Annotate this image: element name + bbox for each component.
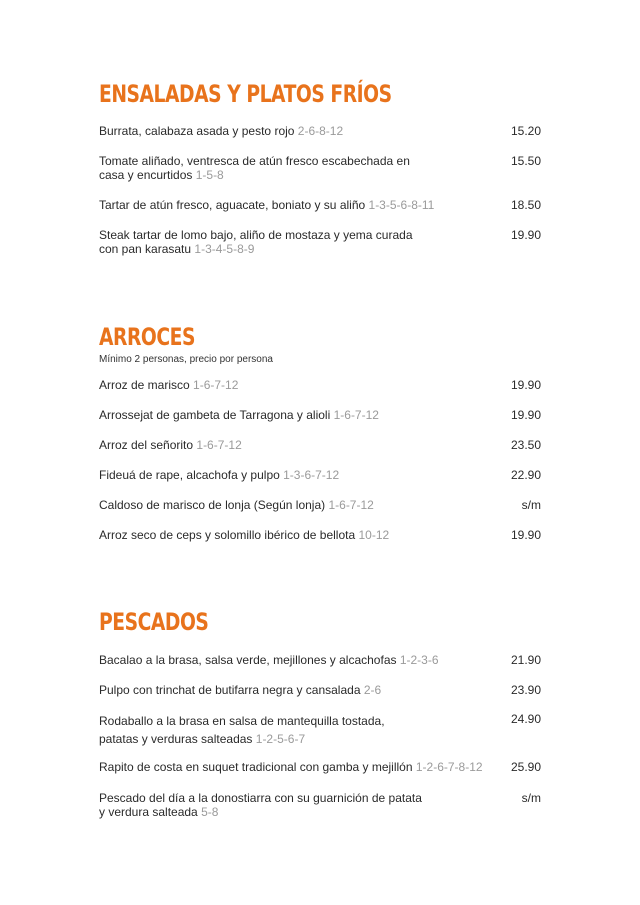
item-name: Burrata, calabaza asada y pesto rojo bbox=[99, 124, 298, 138]
item-name: Bacalao a la brasa, salsa verde, mejillones y alcachofas bbox=[99, 653, 400, 667]
item-price: 24.90 bbox=[510, 712, 541, 726]
item-price: s/m bbox=[521, 498, 541, 512]
menu-item bbox=[99, 498, 541, 512]
item-allergens: 1-3-5-6-8-11 bbox=[368, 198, 435, 212]
item-allergens: 1-3-4-5-8-9 bbox=[194, 242, 255, 256]
item-allergens: 2-6-8-12 bbox=[297, 124, 344, 138]
menu-item bbox=[99, 124, 541, 138]
item-name: Arroz del señorito bbox=[99, 438, 197, 452]
item-price: 18.50 bbox=[510, 198, 541, 212]
menu-item bbox=[99, 653, 541, 667]
menu-item bbox=[99, 228, 541, 256]
item-allergens: 1-6-7-12 bbox=[196, 438, 242, 452]
item-price: 21.90 bbox=[510, 653, 541, 667]
item-name: Fideuá de rape, alcachofa y pulpo bbox=[99, 468, 284, 482]
item-price: 19.90 bbox=[510, 408, 541, 422]
item-name: Rapito de costa en suquet tradicional con gamba y mejillón bbox=[99, 760, 416, 774]
item-allergens: 1-2-5-6-7 bbox=[255, 732, 306, 746]
item-name: Tomate aliñado, ventresca de atún fresco escabechada en casa y encurtidos bbox=[99, 154, 410, 182]
item-name: Arroz seco de ceps y solomillo ibérico de bellota bbox=[99, 528, 359, 542]
item-allergens: 1-6-7-12 bbox=[333, 408, 379, 422]
item-name: Caldoso de marisco de lonja (Según lonja) bbox=[99, 498, 329, 512]
item-allergens: 2-6 bbox=[363, 683, 382, 697]
item-price: 22.90 bbox=[510, 468, 541, 482]
item-allergens: 1-6-7-12 bbox=[193, 378, 239, 392]
item-price: 19.90 bbox=[510, 528, 541, 542]
item-name: Arrossejat de gambeta de Tarragona y alioli bbox=[99, 408, 334, 422]
section-subtitle: Mínimo 2 personas, precio por persona bbox=[99, 354, 273, 365]
section-title: ENSALADAS Y PLATOS FRÍOS bbox=[99, 80, 392, 108]
item-allergens: 1-5-8 bbox=[195, 168, 224, 182]
menu-item bbox=[99, 438, 541, 452]
section-arroces bbox=[99, 323, 541, 366]
menu-item bbox=[99, 791, 541, 819]
item-price: 19.90 bbox=[510, 228, 541, 242]
menu-item bbox=[99, 528, 541, 542]
item-price: 25.90 bbox=[510, 760, 541, 774]
menu-item bbox=[99, 154, 541, 182]
menu-item bbox=[99, 683, 541, 697]
item-allergens: 5-8 bbox=[201, 805, 219, 819]
item-name: Pulpo con trinchat de butifarra negra y cansalada bbox=[99, 683, 364, 697]
menu-item bbox=[99, 408, 541, 422]
item-allergens: 1-3-6-7-12 bbox=[283, 468, 340, 482]
item-name: Arroz de marisco bbox=[99, 378, 194, 392]
menu-item bbox=[99, 760, 541, 774]
item-name: Steak tartar de lomo bajo, aliño de mostaza y yema curada con pan karasatu bbox=[99, 228, 413, 256]
item-name: Rodaballo a la brasa en salsa de mantequilla tostada, patatas y verduras salteadas bbox=[99, 714, 385, 746]
menu-item bbox=[99, 378, 541, 392]
menu-item bbox=[99, 712, 541, 748]
item-price: 23.90 bbox=[510, 683, 541, 697]
item-allergens: 1-6-7-12 bbox=[328, 498, 374, 512]
item-name: Tartar de atún fresco, aguacate, boniato y su aliño bbox=[99, 198, 369, 212]
section-ensaladas bbox=[99, 80, 541, 108]
section-pescados bbox=[99, 608, 541, 636]
menu-item bbox=[99, 468, 541, 482]
item-price: 23.50 bbox=[510, 438, 541, 452]
item-price: s/m bbox=[521, 791, 541, 805]
item-price: 19.90 bbox=[510, 378, 541, 392]
section-title: PESCADOS bbox=[99, 608, 209, 636]
item-allergens: 1-2-6-7-8-12 bbox=[415, 760, 483, 774]
section-title: ARROCES bbox=[99, 323, 195, 351]
item-allergens: 1-2-3-6 bbox=[399, 653, 439, 667]
item-price: 15.50 bbox=[510, 154, 541, 168]
item-allergens: 10-12 bbox=[358, 528, 390, 542]
item-price: 15.20 bbox=[510, 124, 541, 138]
menu-item bbox=[99, 198, 541, 212]
item-name: Pescado del día a la donostiarra con su guarnición de patata y verdura salteada bbox=[99, 791, 422, 819]
